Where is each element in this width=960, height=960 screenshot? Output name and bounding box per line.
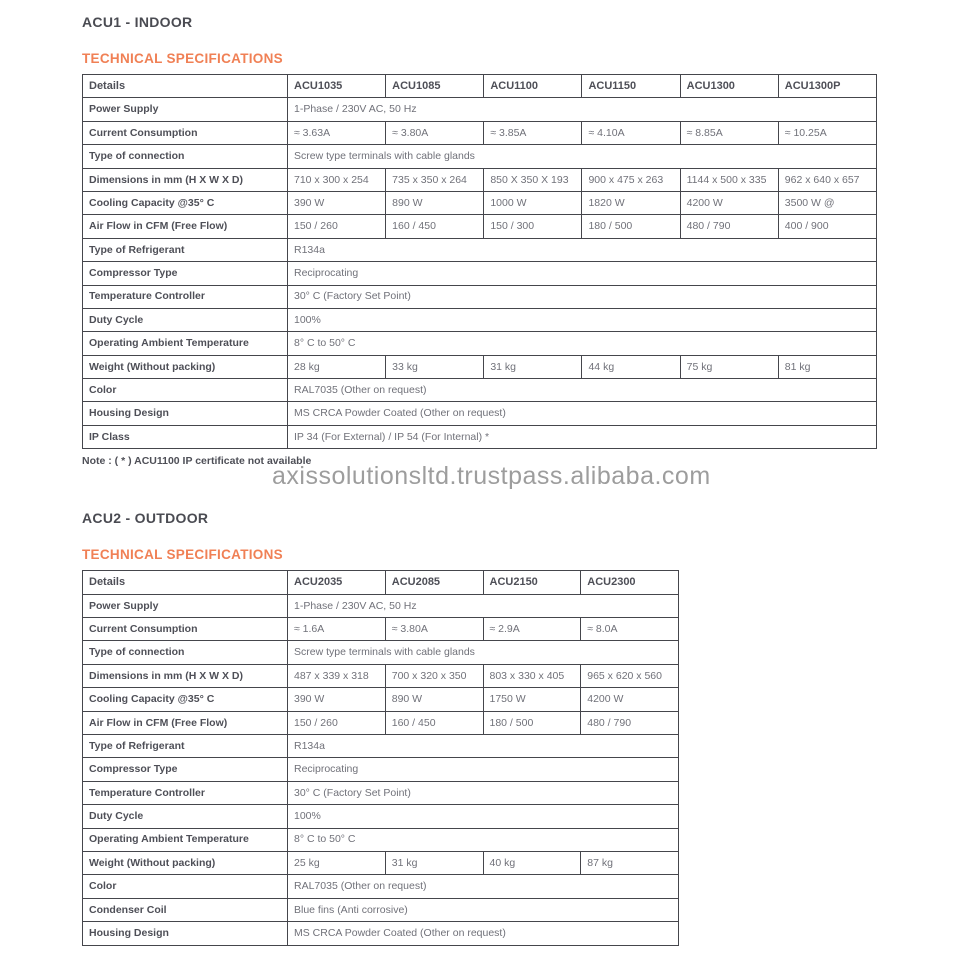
row-value-span: 30° C (Factory Set Point)	[288, 781, 679, 804]
spec-row	[83, 618, 679, 641]
cell-value: 33 kg	[386, 355, 484, 378]
row-label: Type of Refrigerant	[83, 238, 288, 261]
spec-row	[83, 805, 679, 828]
row-value-span: 100%	[288, 805, 679, 828]
row-label: Compressor Type	[83, 262, 288, 285]
header-cell-model: ACU1035	[288, 75, 386, 98]
cell-value: 3500 W @	[778, 191, 876, 214]
row-label: Air Flow in CFM (Free Flow)	[83, 711, 288, 734]
spec-row	[83, 238, 877, 261]
cell-value: 150 / 260	[288, 215, 386, 238]
row-value-span: Blue fins (Anti corrosive)	[288, 898, 679, 921]
cell-value: 965 x 620 x 560	[581, 664, 679, 687]
cell-value: 4200 W	[581, 688, 679, 711]
cell-value: 890 W	[386, 191, 484, 214]
cell-value: 1750 W	[483, 688, 581, 711]
row-label: Duty Cycle	[83, 308, 288, 331]
cell-value: 87 kg	[581, 851, 679, 874]
cell-value: ≈ 8.85A	[680, 121, 778, 144]
spec-row	[83, 734, 679, 757]
cell-value: 400 / 900	[778, 215, 876, 238]
cell-value: 28 kg	[288, 355, 386, 378]
row-value-span: RAL7035 (Other on request)	[288, 875, 679, 898]
row-label: Current Consumption	[83, 618, 288, 641]
row-label: Color	[83, 875, 288, 898]
spec-row	[83, 781, 679, 804]
row-value-span: MS CRCA Powder Coated (Other on request)	[288, 922, 679, 945]
header-cell-model: ACU2150	[483, 571, 581, 594]
cell-value: 31 kg	[484, 355, 582, 378]
spec-row	[83, 308, 877, 331]
spec-row	[83, 168, 877, 191]
spec-table-acu2-outdoor	[82, 570, 679, 945]
row-value-span: 8° C to 50° C	[288, 828, 679, 851]
row-value-span: 1-Phase / 230V AC, 50 Hz	[288, 594, 679, 617]
row-value-span: MS CRCA Powder Coated (Other on request)	[288, 402, 877, 425]
spec-row	[83, 851, 679, 874]
section-title-acu1-indoor: ACU1 - INDOOR	[82, 14, 193, 30]
row-label: Temperature Controller	[83, 781, 288, 804]
row-label: Condenser Coil	[83, 898, 288, 921]
cell-value: ≈ 8.0A	[581, 618, 679, 641]
row-label: Housing Design	[83, 402, 288, 425]
row-label: Cooling Capacity @35° C	[83, 688, 288, 711]
row-value-span: Screw type terminals with cable glands	[288, 641, 679, 664]
cell-value: 150 / 300	[484, 215, 582, 238]
spec-row	[83, 664, 679, 687]
cell-value: 735 x 350 x 264	[386, 168, 484, 191]
cell-value: 390 W	[288, 191, 386, 214]
row-label: Duty Cycle	[83, 805, 288, 828]
spec-row	[83, 875, 679, 898]
header-cell-model: ACU2300	[581, 571, 679, 594]
spec-row	[83, 711, 679, 734]
cell-value: 803 x 330 x 405	[483, 664, 581, 687]
cell-value: ≈ 3.80A	[385, 618, 483, 641]
cell-value: ≈ 2.9A	[483, 618, 581, 641]
spec-row	[83, 922, 679, 945]
spec-row	[83, 688, 679, 711]
row-label: Cooling Capacity @35° C	[83, 191, 288, 214]
header-cell-model: ACU2035	[288, 571, 386, 594]
section-subtitle-technical-specifications-1: TECHNICAL SPECIFICATIONS	[82, 51, 283, 66]
spec-row	[83, 425, 877, 448]
cell-value: 480 / 790	[581, 711, 679, 734]
section-title-acu2-outdoor: ACU2 - OUTDOOR	[82, 510, 209, 527]
row-label: Power Supply	[83, 98, 288, 121]
cell-value: 1820 W	[582, 191, 680, 214]
row-label: Weight (Without packing)	[83, 355, 288, 378]
table-note-ip-certificate: Note : ( * ) ACU1100 IP certificate not available	[82, 455, 312, 468]
cell-value: 81 kg	[778, 355, 876, 378]
cell-value: 850 X 350 X 193	[484, 168, 582, 191]
row-label: Type of connection	[83, 145, 288, 168]
spec-row	[83, 98, 877, 121]
row-value-span: R134a	[288, 238, 877, 261]
cell-value: ≈ 3.80A	[386, 121, 484, 144]
cell-value: 480 / 790	[680, 215, 778, 238]
row-value-span: R134a	[288, 734, 679, 757]
row-value-span: Screw type terminals with cable glands	[288, 145, 877, 168]
cell-value: 390 W	[288, 688, 386, 711]
spec-row	[83, 285, 877, 308]
cell-value: ≈ 1.6A	[288, 618, 386, 641]
row-label: Type of Refrigerant	[83, 734, 288, 757]
row-label: Temperature Controller	[83, 285, 288, 308]
header-cell-details: Details	[83, 571, 288, 594]
row-value-span: 100%	[288, 308, 877, 331]
header-cell-model: ACU1300	[680, 75, 778, 98]
row-label: Dimensions in mm (H X W X D)	[83, 168, 288, 191]
spec-table-acu1-indoor	[82, 74, 877, 449]
cell-value: 180 / 500	[582, 215, 680, 238]
cell-value: 1144 x 500 x 335	[680, 168, 778, 191]
row-label: Compressor Type	[83, 758, 288, 781]
spec-row	[83, 641, 679, 664]
row-label: Operating Ambient Temperature	[83, 828, 288, 851]
spec-row	[83, 402, 877, 425]
table-header-row	[83, 75, 877, 98]
cell-value: 180 / 500	[483, 711, 581, 734]
spec-row	[83, 379, 877, 402]
spec-row	[83, 121, 877, 144]
spec-row	[83, 594, 679, 617]
cell-value: 160 / 450	[385, 711, 483, 734]
row-label: Operating Ambient Temperature	[83, 332, 288, 355]
spec-row	[83, 898, 679, 921]
row-label: Color	[83, 379, 288, 402]
row-label: Weight (Without packing)	[83, 851, 288, 874]
cell-value: 31 kg	[385, 851, 483, 874]
cell-value: ≈ 3.63A	[288, 121, 386, 144]
section-subtitle-technical-specifications-2: TECHNICAL SPECIFICATIONS	[82, 547, 283, 563]
header-cell-model: ACU1150	[582, 75, 680, 98]
cell-value: 75 kg	[680, 355, 778, 378]
header-cell-model: ACU1085	[386, 75, 484, 98]
row-value-span: Reciprocating	[288, 262, 877, 285]
row-label: Air Flow in CFM (Free Flow)	[83, 215, 288, 238]
spec-row	[83, 332, 877, 355]
row-label: Current Consumption	[83, 121, 288, 144]
header-cell-model: ACU1300P	[778, 75, 876, 98]
cell-value: ≈ 3.85A	[484, 121, 582, 144]
spec-row	[83, 262, 877, 285]
header-cell-model: ACU1100	[484, 75, 582, 98]
header-cell-model: ACU2085	[385, 571, 483, 594]
cell-value: 1000 W	[484, 191, 582, 214]
row-value-span: IP 34 (For External) / IP 54 (For Internal) *	[288, 425, 877, 448]
cell-value: 700 x 320 x 350	[385, 664, 483, 687]
cell-value: 962 x 640 x 657	[778, 168, 876, 191]
row-value-span: 8° C to 50° C	[288, 332, 877, 355]
watermark-text: axissolutionsltd.trustpass.alibaba.com	[272, 462, 711, 490]
cell-value: 25 kg	[288, 851, 386, 874]
row-label: Dimensions in mm (H X W X D)	[83, 664, 288, 687]
cell-value: ≈ 10.25A	[778, 121, 876, 144]
cell-value: 487 x 339 x 318	[288, 664, 386, 687]
row-label: Type of connection	[83, 641, 288, 664]
cell-value: 900 x 475 x 263	[582, 168, 680, 191]
spec-row	[83, 355, 877, 378]
row-label: IP Class	[83, 425, 288, 448]
cell-value: 44 kg	[582, 355, 680, 378]
cell-value: ≈ 4.10A	[582, 121, 680, 144]
row-value-span: 30° C (Factory Set Point)	[288, 285, 877, 308]
row-value-span: 1-Phase / 230V AC, 50 Hz	[288, 98, 877, 121]
row-label: Power Supply	[83, 594, 288, 617]
cell-value: 160 / 450	[386, 215, 484, 238]
spec-row	[83, 145, 877, 168]
row-label: Housing Design	[83, 922, 288, 945]
cell-value: 150 / 260	[288, 711, 386, 734]
cell-value: 710 x 300 x 254	[288, 168, 386, 191]
spec-row	[83, 758, 679, 781]
row-value-span: RAL7035 (Other on request)	[288, 379, 877, 402]
table-header-row	[83, 571, 679, 594]
cell-value: 4200 W	[680, 191, 778, 214]
cell-value: 890 W	[385, 688, 483, 711]
header-cell-details: Details	[83, 75, 288, 98]
row-value-span: Reciprocating	[288, 758, 679, 781]
spec-row	[83, 828, 679, 851]
spec-row	[83, 191, 877, 214]
spec-row	[83, 215, 877, 238]
cell-value: 40 kg	[483, 851, 581, 874]
